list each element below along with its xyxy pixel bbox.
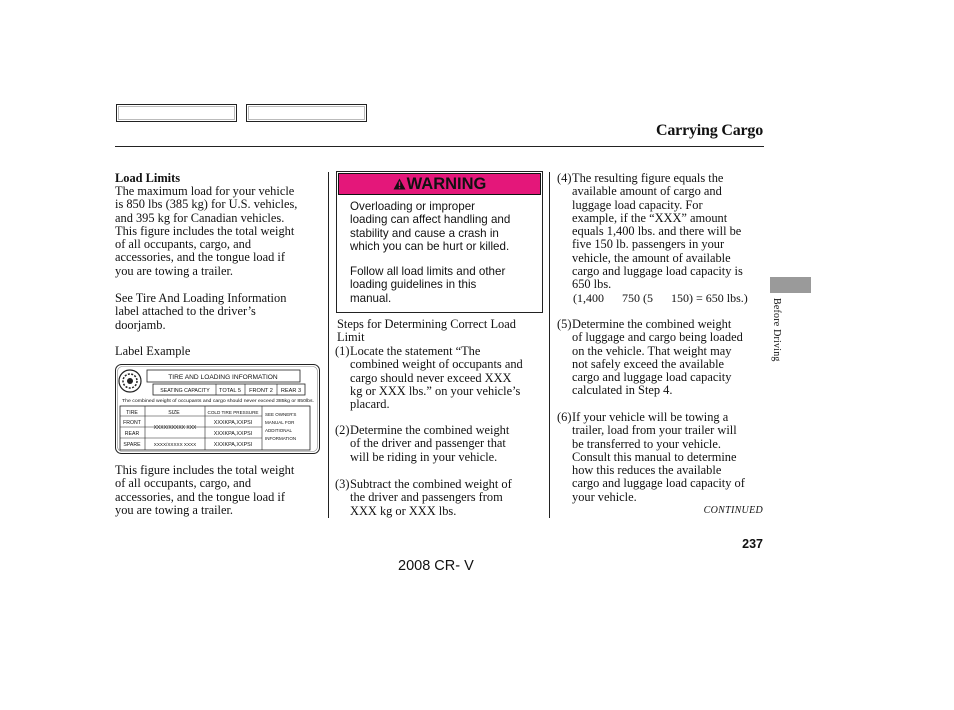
text-line: If your vehicle will be towing a <box>572 410 729 424</box>
text-line: the driver and passengers from <box>350 490 503 505</box>
step-number: (5) <box>557 317 572 331</box>
text-line: and 395 kg for Canadian vehicles. <box>115 210 285 225</box>
column-header-tire: TIRE <box>126 410 138 416</box>
text-line: kg or XXX lbs.” on your vehicle’s <box>350 383 521 398</box>
text-line: be transferred to your vehicle. <box>572 436 721 451</box>
warning-triangle-icon <box>393 178 406 190</box>
text-line: See Tire And Loading Information <box>115 291 287 305</box>
seating-total: TOTAL 5 <box>219 388 241 394</box>
nav-button-1[interactable] <box>116 104 237 122</box>
nav-button-2[interactable] <box>246 104 367 122</box>
text-line: accessories, and the tongue load if <box>115 250 285 265</box>
steps-heading <box>337 318 547 345</box>
seating-capacity-label: SEATING CAPACITY <box>160 388 210 394</box>
tire-label-title: TIRE AND LOADING INFORMATION <box>168 374 278 381</box>
text-line: of the driver and passenger that <box>350 436 506 451</box>
text-line: how this reduces the available <box>572 463 722 478</box>
text-line: on the vehicle. That weight may <box>572 343 732 358</box>
text-line: stability and cause a crash in <box>350 226 499 240</box>
text-line: doorjamb. <box>115 317 166 332</box>
see-manual-line: SEE OWNER'S <box>265 412 297 417</box>
text-line: of all occupants, cargo, and <box>115 476 252 491</box>
load-limits-paragraph-2 <box>115 292 325 332</box>
text-line: Consult this manual to determine <box>572 449 737 464</box>
load-limits-heading: Load Limits <box>115 171 181 185</box>
text-line: 650 lbs. <box>572 277 612 292</box>
text-line: The resulting figure equals the <box>572 171 724 185</box>
step-number: (4) <box>557 171 572 185</box>
text-line: loading can affect handling and <box>350 213 511 227</box>
step-number: (1) <box>335 344 350 358</box>
text-line: is 850 lbs (385 kg) for U.S. vehicles, <box>115 197 298 212</box>
seating-front: FRONT 2 <box>249 388 273 394</box>
see-manual-line: MANUAL FOR <box>265 420 295 425</box>
equation-part: (1,400 <box>573 291 604 305</box>
page-number: 237 <box>742 537 763 551</box>
text-line: placard. <box>350 397 390 412</box>
text-line: not safely exceed the available <box>572 356 725 371</box>
tire-label-notice: The combined weight of occupants and cargo should never exceed 385kg or 850lbs. <box>122 398 314 403</box>
row-tire: REAR <box>124 431 140 437</box>
column-header-pressure: COLD TIRE PRESSURE <box>207 410 259 415</box>
column-header-size: SIZE <box>168 410 180 416</box>
warning-header <box>338 173 541 195</box>
text-line: This figure includes the total weight <box>115 223 295 238</box>
tire-loading-label-figure <box>115 364 320 454</box>
warning-heading: WARNING <box>406 175 487 193</box>
text-line: luggage load capacity. For <box>572 197 703 212</box>
text-line: The maximum load for your vehicle <box>115 184 295 198</box>
text-line: label attached to the driver’s <box>115 304 256 319</box>
tire-icon <box>119 370 141 392</box>
column-divider-1 <box>328 172 329 518</box>
text-line: you are towing a trailer. <box>115 502 234 517</box>
column-divider-2 <box>549 172 550 518</box>
text-line: Locate the statement “The <box>350 344 481 358</box>
text-line: XXX kg or XXX lbs. <box>350 503 457 518</box>
text-line: Follow all load limits and other <box>350 265 506 278</box>
text-line: equals 1,400 lbs. and there will be <box>572 224 742 239</box>
text-line: This figure includes the total weight <box>115 463 295 477</box>
warning-paragraph-2 <box>350 265 540 305</box>
text-line: your vehicle. <box>572 489 637 504</box>
text-line: Steps for Determining Correct Load <box>337 317 516 331</box>
text-line: which you can be hurt or killed. <box>350 239 510 253</box>
text-line: Determine the combined weight <box>350 423 510 437</box>
text-line: five 150 lb. passengers in your <box>572 237 725 252</box>
text-line: vehicle, the amount of available <box>572 250 731 265</box>
text-line: of all occupants, cargo, and <box>115 237 252 252</box>
warning-box <box>336 171 543 313</box>
text-line: of luggage and cargo being loaded <box>572 330 743 345</box>
row-tire: SPARE <box>123 442 141 448</box>
row-pressure: XXXKPA,XXPSI <box>213 431 253 437</box>
row-size: XXXX/XXXXX XXXX <box>153 442 197 447</box>
step-number: (2) <box>335 423 350 437</box>
text-line: loading guidelines in this <box>350 278 477 292</box>
load-limits-paragraph-3 <box>115 464 325 517</box>
warning-paragraph-1 <box>350 200 540 253</box>
text-line: Determine the combined weight <box>572 317 732 331</box>
title-rule <box>115 146 764 147</box>
text-line: trailer, load from your trailer will <box>572 423 737 438</box>
text-line: cargo and luggage load capacity <box>572 370 732 385</box>
step-number: (6) <box>557 410 572 424</box>
page-title: Carrying Cargo <box>656 122 763 139</box>
text-line: cargo should never exceed XXX <box>350 370 512 385</box>
figure-caption: Label Example <box>115 344 191 358</box>
equation-part: 750 (5 <box>622 291 653 305</box>
seating-rear: REAR 3 <box>280 388 302 394</box>
section-label: Before Driving <box>771 298 782 362</box>
step-number: (3) <box>335 477 350 491</box>
load-limits-paragraph-1 <box>115 185 325 278</box>
row-pressure: XXXKPA,XXPSI <box>213 442 253 448</box>
model-footer: 2008 CR- V <box>398 558 474 574</box>
see-manual-line: INFORMATION <box>265 436 297 441</box>
text-line: will be riding in your vehicle. <box>350 449 498 464</box>
text-line: available amount of cargo and <box>572 184 722 199</box>
row-size: XXXX/XXXXX XXX <box>153 425 197 431</box>
text-line: calculated in Step 4. <box>572 383 673 398</box>
section-tab[interactable] <box>770 277 811 293</box>
row-pressure: XXXKPA,XXPSI <box>213 420 253 426</box>
text-line: Limit <box>337 330 365 345</box>
text-line: Overloading or improper <box>350 200 476 213</box>
text-line: manual. <box>350 291 392 305</box>
see-manual-line: ADDITIONAL <box>265 428 293 433</box>
text-line: example, if the “XXX” amount <box>572 210 728 225</box>
text-line: accessories, and the tongue load if <box>115 489 285 504</box>
text-line: combined weight of occupants and <box>350 357 523 372</box>
continued-note: CONTINUED <box>703 505 763 516</box>
text-line: you are towing a trailer. <box>115 263 234 278</box>
row-tire: FRONT <box>123 420 141 426</box>
text-line: cargo and luggage load capacity of <box>572 476 745 491</box>
equation-part: 150) = 650 lbs.) <box>671 291 748 305</box>
text-line: cargo and luggage load capacity is <box>572 264 743 279</box>
example-equation <box>573 292 763 305</box>
text-line: Subtract the combined weight of <box>350 477 512 491</box>
